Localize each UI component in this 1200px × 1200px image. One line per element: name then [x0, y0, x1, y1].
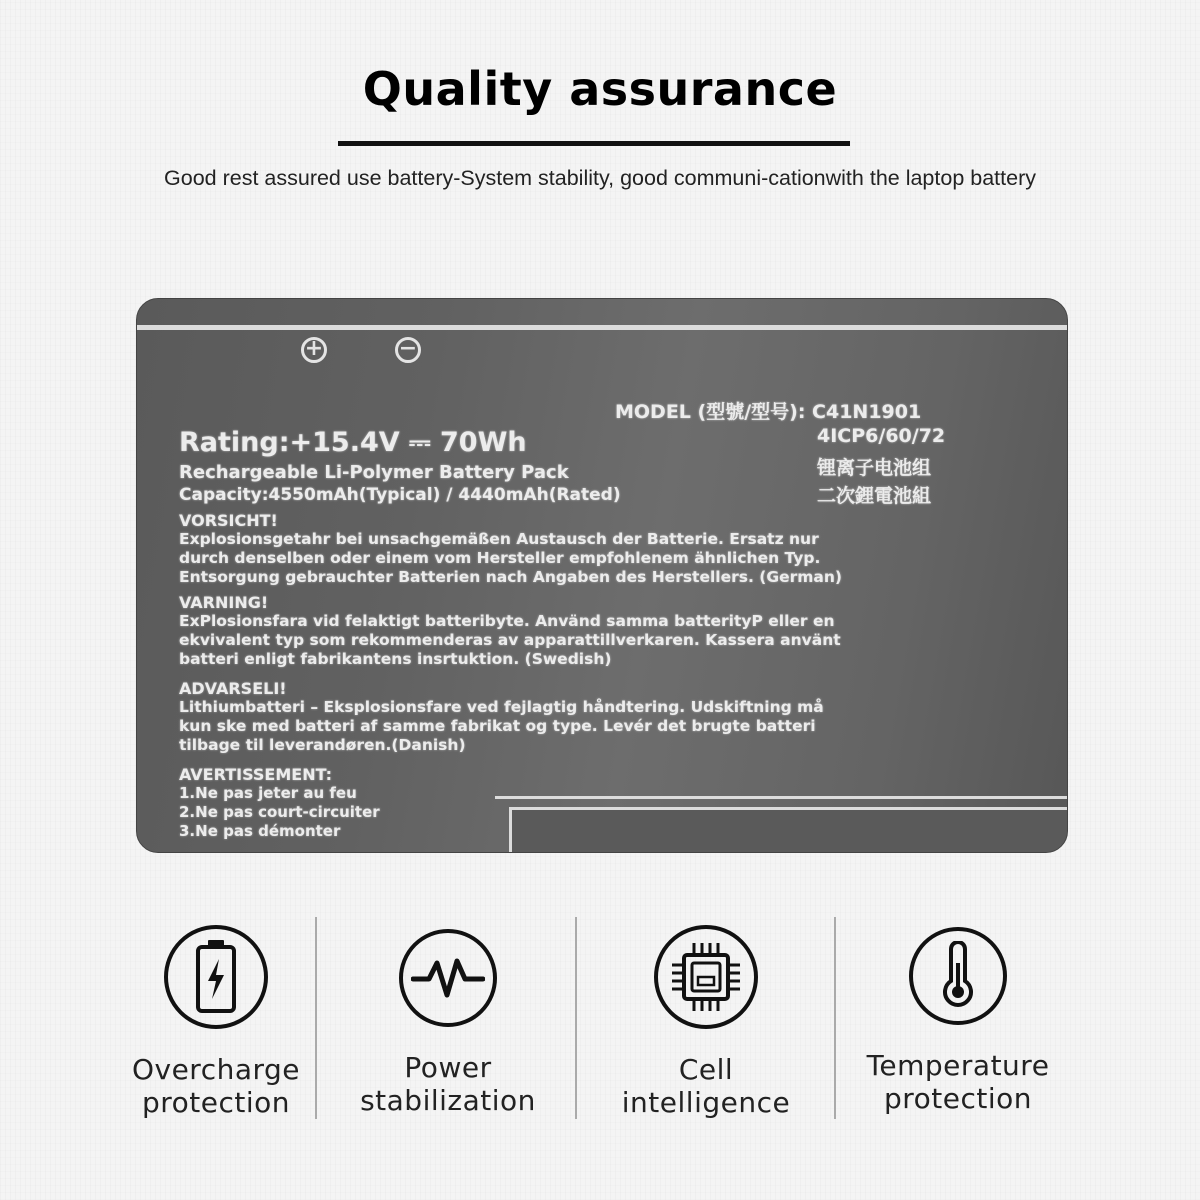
feature-divider [575, 917, 577, 1119]
label-inner-line [495, 796, 1068, 799]
feature-label-line1: Temperature [866, 1049, 1050, 1082]
battery-capacity: Capacity:4550mAh(Typical) / 4440mAh(Rated) [179, 485, 621, 505]
warning-line: 2.Ne pas court-circuiter [179, 803, 380, 821]
feature-label-line2: protection [883, 1082, 1033, 1115]
cell-code: 4ICP6/60/72 [817, 425, 946, 447]
feature-divider [834, 917, 836, 1119]
model-number: MODEL (型號/型号): C41N1901 [615, 401, 922, 423]
warning-heading: AVERTISSEMENT: [179, 765, 333, 784]
chip-icon [654, 925, 758, 1029]
battery-label-photo [136, 298, 1068, 853]
warning-line: batteri enligt fabrikantens insrtuktion. (Swedish) [179, 650, 612, 668]
label-border-line [137, 325, 1067, 330]
feature-label-line1: Cell [678, 1053, 734, 1086]
pulse-wave-icon [399, 929, 497, 1027]
feature-temperature [848, 925, 1068, 1115]
warning-line: kun ske med batteri af samme fabrikat og type. Levér det brugte batteri [179, 717, 816, 735]
warning-line: Lithiumbatteri – Eksplosionsfare ved fejlagtig håndtering. Udskiftning må [179, 698, 824, 716]
warning-line: Explosionsgetahr bei unsachgemäßen Austausch der Batterie. Ersatz nur [179, 530, 819, 548]
warning-line: durch denselben oder einem vom Hersteller empfohlenem ähnlichen Typ. [179, 549, 821, 567]
warning-line: Entsorgung gebrauchter Batterien nach Angaben des Herstellers. (German) [179, 568, 842, 586]
swedish-warning [179, 593, 1009, 669]
warning-heading: VORSICHT! [179, 511, 278, 530]
thermometer-icon [909, 927, 1007, 1025]
feature-label-line2: stabilization [360, 1084, 536, 1117]
warning-line: ekvivalent typ som rekommenderas av apparattillverkaren. Kassera använt [179, 631, 841, 649]
feature-strip [0, 915, 1200, 1125]
warning-line: 3.Ne pas démonter [179, 822, 341, 840]
warning-heading: ADVARSELI! [179, 679, 287, 698]
negative-terminal-icon: − [395, 337, 421, 363]
feature-cell [596, 925, 816, 1119]
warning-line: tilbage til leverandøren.(Danish) [179, 736, 466, 754]
title-underline [338, 141, 850, 146]
label-inner-box [509, 807, 1068, 853]
page-title: Quality assurance [362, 62, 838, 116]
warning-line: ExPlosionsfara vid felaktigt batteribyte. Använd samma batterityP eller en [179, 612, 835, 630]
feature-power [338, 925, 558, 1117]
battery-rating: Rating:+15.4V ⎓ 70Wh [179, 427, 527, 458]
feature-label-line1: Overcharge [131, 1053, 301, 1086]
warning-line: 1.Ne pas jeter au feu [179, 784, 357, 802]
battery-pack-type: Rechargeable Li-Polymer Battery Pack [179, 462, 569, 483]
battery-charge-icon [164, 925, 268, 1029]
danish-warning [179, 679, 1009, 755]
feature-label-line2: protection [141, 1086, 291, 1119]
german-warning [179, 511, 1009, 587]
chinese-traditional-label: 二次鋰電池組 [817, 485, 932, 507]
feature-label-line2: intelligence [621, 1086, 791, 1119]
feature-label-line1: Power [404, 1051, 492, 1084]
warning-heading: VARNING! [179, 593, 269, 612]
positive-terminal-icon: + [301, 337, 327, 363]
page-subtitle: Good rest assured use battery-System stability, good communi-cationwith the laptop battery [164, 166, 1036, 190]
chinese-simplified-label: 锂离子电池组 [817, 457, 932, 479]
feature-overcharge [106, 925, 326, 1119]
